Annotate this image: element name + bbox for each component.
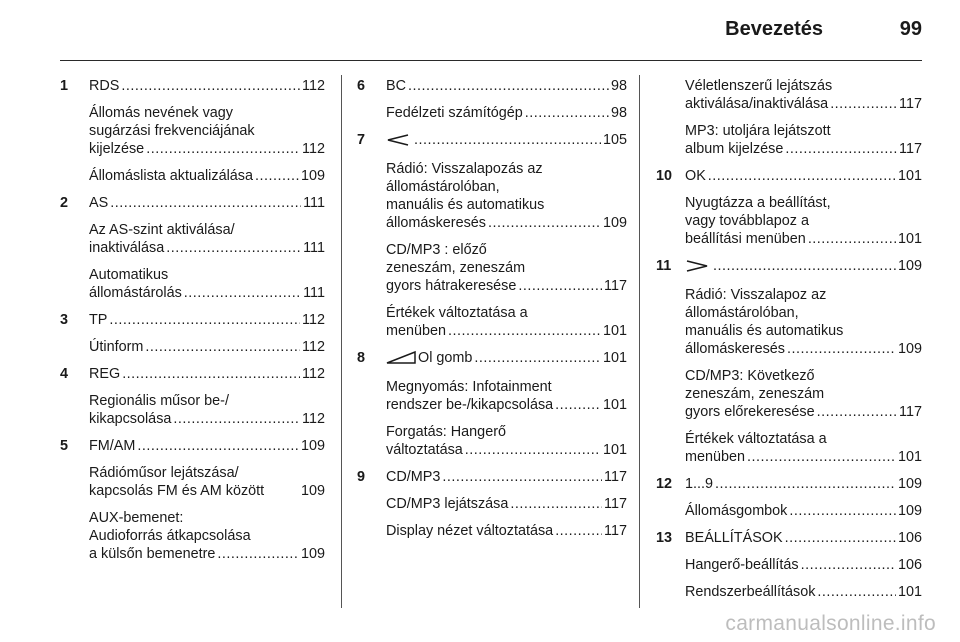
- index-entry: [656, 167, 922, 185]
- page-ref: 109: [897, 503, 922, 519]
- index-column-3: [656, 77, 922, 610]
- index-entry: [60, 167, 325, 185]
- leader-dots: [465, 441, 601, 459]
- index-entry: [60, 194, 325, 212]
- leader-dots: [137, 437, 299, 455]
- index-entry: [656, 77, 922, 113]
- entry-text: Értékek változtatása a: [685, 431, 827, 447]
- leader-dots: [109, 311, 300, 329]
- entry-text: kijelzése: [89, 141, 145, 157]
- page-ref: 109: [897, 476, 922, 492]
- control-number: 4: [60, 366, 69, 382]
- page-ref: 117: [604, 469, 627, 485]
- index-entry: [60, 392, 325, 428]
- entry-text: gyors hátrakeresése: [386, 278, 517, 294]
- entry-text: aktiválása/inaktiválása: [685, 96, 829, 112]
- control-number: 8: [357, 350, 366, 366]
- leader-dots: [121, 77, 300, 95]
- leader-dots: [747, 448, 896, 466]
- page-number: 99: [899, 18, 922, 40]
- index-entry: [60, 338, 325, 356]
- index-entry: [357, 378, 627, 414]
- index-entry: [357, 241, 627, 295]
- page-ref: 109: [300, 438, 325, 454]
- index-entry: [357, 522, 627, 540]
- page-ref: 101: [602, 442, 627, 458]
- index-column-2: [357, 77, 627, 549]
- index-entry: [656, 475, 922, 493]
- index-entry: [60, 509, 325, 563]
- entry-text: CD/MP3 lejátszása: [386, 496, 509, 512]
- entry-text: Megnyomás: Infotainment: [386, 379, 552, 395]
- index-entry: [357, 468, 627, 486]
- leader-dots: [510, 495, 602, 513]
- leader-dots: [817, 583, 896, 601]
- entry-text: Útinform: [89, 339, 144, 355]
- section-title: Bevezetés: [725, 18, 823, 40]
- leader-dots: [817, 403, 897, 421]
- leader-dots: [146, 140, 300, 158]
- page-ref: 109: [897, 258, 922, 274]
- entry-text: sugárzási frekvenciájának: [89, 123, 255, 139]
- entry-text: FM/AM: [89, 438, 136, 454]
- seek-forward-icon: [685, 259, 709, 277]
- control-number: 2: [60, 195, 69, 211]
- entry-text: rendszer be-/kikapcsolása: [386, 397, 554, 413]
- entry-text: OK: [685, 168, 706, 184]
- page-ref: 101: [897, 584, 922, 600]
- entry-text: Állomáslista aktualizálása: [89, 168, 253, 184]
- entry-text: kapcsolás FM és AM között: [89, 483, 265, 499]
- entry-text: MP3: utoljára lejátszott: [685, 123, 831, 139]
- page-ref: 109: [300, 483, 325, 499]
- index-entry: [656, 286, 922, 358]
- entry-text: Ol gomb: [418, 350, 473, 366]
- entry-text: manuális és automatikus: [685, 323, 844, 339]
- leader-dots: [789, 502, 896, 520]
- entry-text: CD/MP3: Következő: [685, 368, 815, 384]
- page-ref: 112: [302, 366, 325, 382]
- page-ref: 112: [302, 141, 325, 157]
- leader-dots: [801, 556, 896, 574]
- control-number: 13: [656, 530, 673, 546]
- entry-text: a külsőn bemenetre: [89, 546, 216, 562]
- index-entry: [357, 495, 627, 513]
- control-number: 9: [357, 469, 366, 485]
- leader-dots: [166, 239, 301, 257]
- index-entry: [656, 502, 922, 520]
- index-entry: [656, 430, 922, 466]
- page-ref: 117: [604, 523, 627, 539]
- entry-text: Rendszerbeállítások: [685, 584, 816, 600]
- leader-dots: [184, 284, 301, 302]
- leader-dots: [255, 167, 299, 185]
- page-ref: 109: [300, 546, 325, 562]
- index-entry: [357, 104, 627, 122]
- entry-text: BC: [386, 78, 406, 94]
- page-ref: 101: [897, 168, 922, 184]
- index-entry: [60, 311, 325, 329]
- index-entry: [60, 365, 325, 383]
- leader-dots: [715, 475, 896, 493]
- page-ref: 111: [303, 195, 325, 211]
- index-entry: [357, 131, 627, 151]
- entry-text: Display nézet változtatása: [386, 523, 554, 539]
- page-ref: 112: [302, 339, 325, 355]
- index-entry: [656, 122, 922, 158]
- entry-text: zeneszám, zeneszám: [685, 386, 825, 402]
- entry-text: BEÁLLÍTÁSOK: [685, 530, 783, 546]
- leader-dots: [787, 340, 896, 358]
- index-entry: [60, 266, 325, 302]
- entry-text: változtatása: [386, 442, 463, 458]
- control-number: 1: [60, 78, 69, 94]
- entry-text: zeneszám, zeneszám: [386, 260, 526, 276]
- entry-text: manuális és automatikus: [386, 197, 545, 213]
- leader-dots: [442, 468, 602, 486]
- entry-text: Rádió: Visszalapoz az: [685, 287, 827, 303]
- header-divider: [60, 60, 922, 61]
- leader-dots: [713, 257, 896, 275]
- entry-text: menüben: [685, 449, 746, 465]
- index-entry: [656, 529, 922, 547]
- page-ref: 112: [302, 312, 325, 328]
- page-ref: 109: [300, 168, 325, 184]
- control-number: 12: [656, 476, 673, 492]
- page-ref: 109: [897, 341, 922, 357]
- leader-dots: [448, 322, 601, 340]
- leader-dots: [173, 410, 300, 428]
- entry-text: CD/MP3 : előző: [386, 242, 487, 258]
- entry-text: állomáskeresés: [386, 215, 486, 231]
- leader-dots: [414, 131, 601, 149]
- index-entry: [60, 77, 325, 95]
- entry-text: Hangerő-beállítás: [685, 557, 799, 573]
- page-ref: 112: [302, 411, 325, 427]
- leader-dots: [555, 396, 601, 414]
- watermark: carmanualsonline.info: [725, 612, 936, 635]
- entry-text: Regionális műsor be-/: [89, 393, 229, 409]
- entry-text: REG: [89, 366, 121, 382]
- entry-text: állomáskeresés: [685, 341, 785, 357]
- leader-dots: [555, 522, 602, 540]
- index-entry: [656, 583, 922, 601]
- entry-text: inaktiválása: [89, 240, 165, 256]
- column-divider: [341, 75, 342, 608]
- control-number: 11: [656, 258, 672, 274]
- column-divider: [639, 75, 640, 608]
- index-entry: [60, 437, 325, 455]
- leader-dots: [525, 104, 609, 122]
- page-ref: 117: [604, 496, 627, 512]
- leader-dots: [474, 349, 601, 367]
- entry-text: beállítási menüben: [685, 231, 806, 247]
- entry-text: állomástárolóban,: [386, 179, 500, 195]
- entry-text: kikapcsolása: [89, 411, 172, 427]
- entry-text: állomástárolás: [89, 285, 182, 301]
- entry-text: Értékek változtatása a: [386, 305, 528, 321]
- entry-text: AS: [89, 195, 109, 211]
- leader-dots: [122, 365, 300, 383]
- index-entry: [656, 556, 922, 574]
- entry-text: 1...9: [685, 476, 714, 492]
- entry-text: Nyugtázza a beállítást,: [685, 195, 831, 211]
- page-ref: 117: [899, 96, 922, 112]
- page-ref: 101: [602, 397, 627, 413]
- index-entry: [656, 257, 922, 277]
- index-entry: [357, 423, 627, 459]
- control-number: 6: [357, 78, 366, 94]
- leader-dots: [408, 77, 609, 95]
- entry-text: Az AS-szint aktiválása/: [89, 222, 235, 238]
- leader-dots: [830, 95, 897, 113]
- entry-text: Állomás nevének vagy: [89, 105, 233, 121]
- entry-text: Rádióműsor lejátszása/: [89, 465, 239, 481]
- page-ref: 117: [899, 141, 922, 157]
- entry-text: Állomásgombok: [685, 503, 788, 519]
- entry-text: CD/MP3: [386, 469, 441, 485]
- entry-text: album kijelzése: [685, 141, 784, 157]
- page-ref: 109: [602, 215, 627, 231]
- page-ref: 101: [897, 231, 922, 247]
- index-entry: [357, 77, 627, 95]
- entry-text: állomástárolóban,: [685, 305, 799, 321]
- leader-dots: [785, 529, 896, 547]
- leader-dots: [217, 545, 299, 563]
- seek-back-icon: [386, 133, 410, 151]
- leader-dots: [808, 230, 896, 248]
- page-ref: 98: [610, 78, 627, 94]
- leader-dots: [488, 214, 601, 232]
- entry-text: Fedélzeti számítógép: [386, 105, 523, 121]
- page-ref: 98: [610, 105, 627, 121]
- index-entry: [656, 367, 922, 421]
- page-ref: 101: [602, 323, 627, 339]
- page-ref: 111: [303, 285, 325, 301]
- page-ref: 111: [303, 240, 325, 256]
- entry-text: RDS: [89, 78, 120, 94]
- page-ref: 101: [602, 350, 627, 366]
- index-entry: [357, 349, 627, 369]
- page-ref: 101: [897, 449, 922, 465]
- control-number: 7: [357, 132, 366, 148]
- entry-text: Forgatás: Hangerő: [386, 424, 506, 440]
- entry-text: AUX-bemenet:: [89, 510, 184, 526]
- index-entry: [357, 304, 627, 340]
- control-number: 10: [656, 168, 673, 184]
- index-entry: [60, 104, 325, 158]
- entry-text: vagy továbblapoz a: [685, 213, 810, 229]
- volume-icon: [386, 350, 416, 369]
- page-ref: 112: [302, 78, 325, 94]
- page-ref: 105: [602, 132, 627, 148]
- entry-text: menüben: [386, 323, 447, 339]
- leader-dots: [145, 338, 300, 356]
- index-entry: [656, 194, 922, 248]
- entry-text: Rádió: Visszalapozás az: [386, 161, 543, 177]
- index-column-1: [60, 77, 325, 572]
- index-entry: [357, 160, 627, 232]
- page-ref: 117: [604, 278, 627, 294]
- index-entry: [60, 464, 325, 500]
- leader-dots: [518, 277, 602, 295]
- entry-text: TP: [89, 312, 108, 328]
- page-ref: 117: [899, 404, 922, 420]
- leader-dots: [785, 140, 897, 158]
- page-ref: 106: [897, 557, 922, 573]
- index-entry: [60, 221, 325, 257]
- leader-dots: [110, 194, 301, 212]
- leader-dots: [708, 167, 896, 185]
- entry-text: Audioforrás átkapcsolása: [89, 528, 251, 544]
- entry-text: gyors előrekeresése: [685, 404, 815, 420]
- entry-text: Automatikus: [89, 267, 169, 283]
- page-ref: 106: [897, 530, 922, 546]
- control-number: 5: [60, 438, 69, 454]
- control-number: 3: [60, 312, 69, 328]
- entry-text: Véletlenszerű lejátszás: [685, 78, 833, 94]
